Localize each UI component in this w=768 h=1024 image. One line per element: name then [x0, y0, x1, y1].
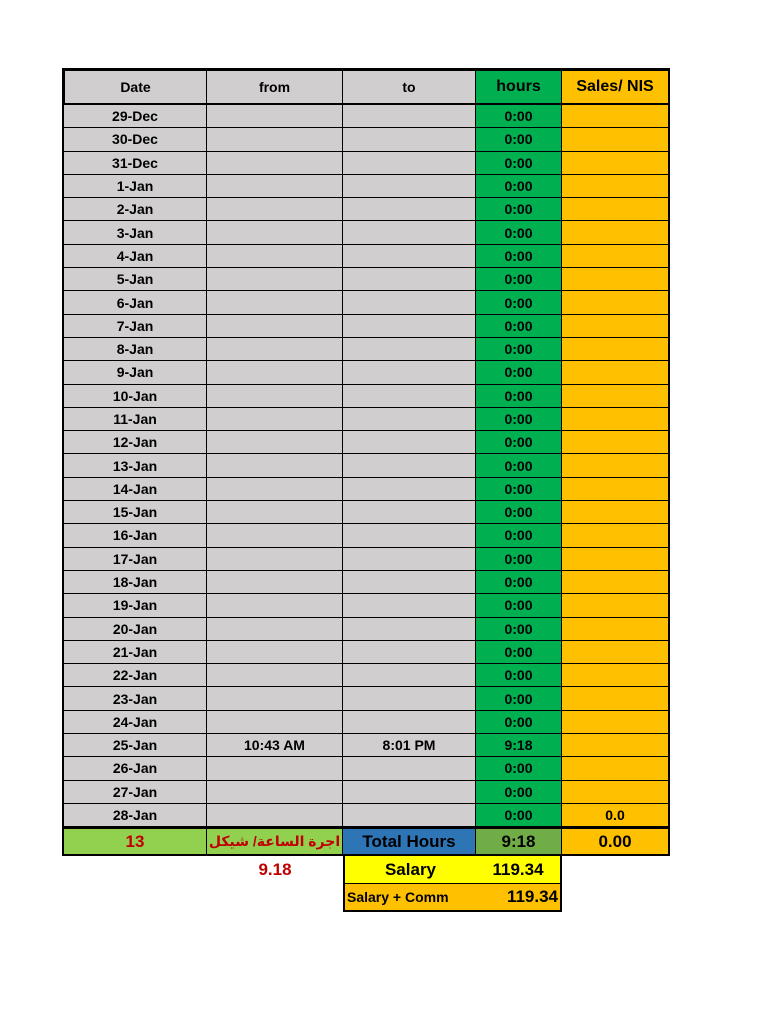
from-cell[interactable] [207, 198, 343, 221]
table-row [62, 338, 670, 361]
table-row [62, 291, 670, 314]
table-row [62, 711, 670, 734]
sales-cell[interactable]: 0.0 [562, 804, 670, 827]
to-cell[interactable] [343, 385, 476, 408]
table-row [62, 128, 670, 151]
hours-cell[interactable]: 9:18 [476, 734, 562, 757]
table-row [62, 478, 670, 501]
to-cell[interactable]: 8:01 PM [343, 734, 476, 757]
total-days-cell[interactable]: 13 [62, 827, 207, 856]
date-cell[interactable]: 12-Jan [62, 431, 207, 454]
date-cell[interactable]: 21-Jan [62, 641, 207, 664]
hours-cell[interactable]: 0:00 [476, 175, 562, 198]
to-cell[interactable] [343, 175, 476, 198]
from-cell[interactable] [207, 478, 343, 501]
timesheet-table [62, 68, 670, 912]
hours-cell[interactable]: 0:00 [476, 781, 562, 804]
total-hours-value[interactable]: 9:18 [476, 827, 562, 856]
sales-cell[interactable] [562, 501, 670, 524]
table-row [62, 757, 670, 780]
date-cell[interactable]: 30-Dec [62, 128, 207, 151]
hours-cell[interactable]: 0:00 [476, 641, 562, 664]
table-row [62, 804, 670, 827]
total-sales-value[interactable]: 0.00 [562, 827, 670, 856]
totals-row [62, 827, 670, 856]
to-cell[interactable] [343, 361, 476, 384]
date-cell[interactable]: 3-Jan [62, 221, 207, 244]
from-cell[interactable] [207, 408, 343, 431]
date-cell[interactable]: 1-Jan [62, 175, 207, 198]
date-cell[interactable]: 31-Dec [62, 152, 207, 175]
to-cell[interactable] [343, 268, 476, 291]
from-cell[interactable] [207, 641, 343, 664]
to-cell[interactable] [343, 454, 476, 477]
hourly-rate-label[interactable]: اجرة الساعة/ شيكل [207, 827, 343, 856]
to-cell[interactable] [343, 105, 476, 128]
hours-cell[interactable]: 0:00 [476, 245, 562, 268]
hours-cell[interactable]: 0:00 [476, 571, 562, 594]
to-cell[interactable] [343, 128, 476, 151]
sales-cell[interactable] [562, 198, 670, 221]
hours-cell[interactable]: 0:00 [476, 152, 562, 175]
to-cell[interactable] [343, 478, 476, 501]
to-cell[interactable] [343, 804, 476, 827]
from-cell[interactable] [207, 571, 343, 594]
date-cell[interactable]: 24-Jan [62, 711, 207, 734]
from-cell[interactable] [207, 781, 343, 804]
to-cell[interactable] [343, 711, 476, 734]
table-row [62, 245, 670, 268]
from-cell[interactable] [207, 128, 343, 151]
sales-cell[interactable] [562, 175, 670, 198]
table-row [62, 618, 670, 641]
to-cell[interactable] [343, 198, 476, 221]
from-cell[interactable] [207, 548, 343, 571]
hours-cell[interactable]: 0:00 [476, 454, 562, 477]
sales-cell[interactable] [562, 385, 670, 408]
blank-cell [562, 856, 670, 884]
hours-cell[interactable]: 0:00 [476, 757, 562, 780]
to-cell[interactable] [343, 524, 476, 547]
date-cell[interactable]: 28-Jan [62, 804, 207, 827]
sales-cell[interactable] [562, 152, 670, 175]
from-cell[interactable] [207, 338, 343, 361]
blank-cell [207, 884, 343, 912]
sales-cell[interactable] [562, 571, 670, 594]
hours-cell[interactable]: 0:00 [476, 291, 562, 314]
from-cell[interactable] [207, 804, 343, 827]
hours-cell[interactable]: 0:00 [476, 221, 562, 244]
sales-cell[interactable] [562, 757, 670, 780]
header-row [62, 68, 670, 105]
sales-cell[interactable] [562, 431, 670, 454]
date-cell[interactable]: 14-Jan [62, 478, 207, 501]
blank-cell [62, 884, 207, 912]
table-row [62, 268, 670, 291]
date-cell[interactable]: 5-Jan [62, 268, 207, 291]
sales-cell[interactable] [562, 734, 670, 757]
to-cell[interactable] [343, 687, 476, 710]
table-row [62, 315, 670, 338]
hours-cell[interactable]: 0:00 [476, 338, 562, 361]
date-cell[interactable]: 29-Dec [62, 105, 207, 128]
sales-cell[interactable] [562, 711, 670, 734]
to-cell[interactable] [343, 338, 476, 361]
date-cell[interactable]: 6-Jan [62, 291, 207, 314]
date-cell[interactable]: 25-Jan [62, 734, 207, 757]
salary-comm-value[interactable]: 119.34 [476, 884, 562, 912]
table-row [62, 548, 670, 571]
to-cell[interactable] [343, 501, 476, 524]
date-cell[interactable]: 22-Jan [62, 664, 207, 687]
table-row [62, 641, 670, 664]
from-cell[interactable] [207, 105, 343, 128]
to-cell[interactable] [343, 548, 476, 571]
hours-cell[interactable]: 0:00 [476, 105, 562, 128]
salary-label[interactable]: Salary [343, 856, 476, 884]
date-cell[interactable]: 8-Jan [62, 338, 207, 361]
header-hours[interactable]: hours [476, 68, 562, 105]
hours-cell[interactable]: 0:00 [476, 618, 562, 641]
date-cell[interactable]: 27-Jan [62, 781, 207, 804]
date-cell[interactable]: 2-Jan [62, 198, 207, 221]
sales-cell[interactable] [562, 361, 670, 384]
hours-cell[interactable]: 0:00 [476, 548, 562, 571]
table-row [62, 361, 670, 384]
hours-cell[interactable]: 0:00 [476, 315, 562, 338]
to-cell[interactable] [343, 291, 476, 314]
table-row [62, 524, 670, 547]
table-row [62, 594, 670, 617]
from-cell[interactable] [207, 618, 343, 641]
from-cell[interactable] [207, 385, 343, 408]
to-cell[interactable] [343, 664, 476, 687]
date-cell[interactable]: 11-Jan [62, 408, 207, 431]
table-row [62, 687, 670, 710]
date-cell[interactable]: 4-Jan [62, 245, 207, 268]
hours-cell[interactable]: 0:00 [476, 198, 562, 221]
salary-row [62, 856, 670, 884]
to-cell[interactable] [343, 408, 476, 431]
sales-cell[interactable] [562, 338, 670, 361]
sales-cell[interactable] [562, 291, 670, 314]
sales-cell[interactable] [562, 594, 670, 617]
date-cell[interactable]: 7-Jan [62, 315, 207, 338]
table-row [62, 385, 670, 408]
from-cell[interactable] [207, 221, 343, 244]
date-cell[interactable]: 17-Jan [62, 548, 207, 571]
to-cell[interactable] [343, 571, 476, 594]
date-cell[interactable]: 26-Jan [62, 757, 207, 780]
to-cell[interactable] [343, 315, 476, 338]
from-cell[interactable] [207, 664, 343, 687]
table-row [62, 221, 670, 244]
from-cell[interactable] [207, 315, 343, 338]
hours-cell[interactable]: 0:00 [476, 385, 562, 408]
sales-cell[interactable] [562, 315, 670, 338]
hours-cell[interactable]: 0:00 [476, 431, 562, 454]
from-cell[interactable] [207, 268, 343, 291]
sales-cell[interactable] [562, 478, 670, 501]
sales-cell[interactable] [562, 524, 670, 547]
hours-cell[interactable]: 0:00 [476, 594, 562, 617]
sales-cell[interactable] [562, 618, 670, 641]
from-cell[interactable] [207, 291, 343, 314]
from-cell[interactable] [207, 711, 343, 734]
table-row [62, 431, 670, 454]
data-rows [62, 105, 670, 827]
hours-cell[interactable]: 0:00 [476, 664, 562, 687]
table-row [62, 105, 670, 128]
from-cell[interactable] [207, 524, 343, 547]
hourly-rate-value[interactable]: 9.18 [258, 860, 292, 880]
sales-cell[interactable] [562, 128, 670, 151]
sales-cell[interactable] [562, 781, 670, 804]
date-cell[interactable]: 16-Jan [62, 524, 207, 547]
hours-cell[interactable]: 0:00 [476, 501, 562, 524]
sales-cell[interactable] [562, 105, 670, 128]
date-cell[interactable]: 20-Jan [62, 618, 207, 641]
to-cell[interactable] [343, 152, 476, 175]
hours-cell[interactable]: 0:00 [476, 524, 562, 547]
date-cell[interactable]: 15-Jan [62, 501, 207, 524]
hours-cell[interactable]: 0:00 [476, 128, 562, 151]
hours-cell[interactable]: 0:00 [476, 268, 562, 291]
to-cell[interactable] [343, 594, 476, 617]
table-row [62, 734, 670, 757]
salary-comm-label[interactable]: Salary + Comm [343, 884, 476, 912]
sales-cell[interactable] [562, 408, 670, 431]
from-cell[interactable] [207, 361, 343, 384]
table-row [62, 175, 670, 198]
from-cell[interactable] [207, 757, 343, 780]
sales-cell[interactable] [562, 548, 670, 571]
to-cell[interactable] [343, 245, 476, 268]
table-row [62, 198, 670, 221]
blank-cell [62, 856, 207, 884]
hours-cell[interactable]: 0:00 [476, 687, 562, 710]
total-hours-label[interactable]: Total Hours [343, 827, 476, 856]
hours-cell[interactable]: 0:00 [476, 804, 562, 827]
sales-cell[interactable] [562, 641, 670, 664]
sales-cell[interactable] [562, 664, 670, 687]
hours-cell[interactable]: 0:00 [476, 361, 562, 384]
date-cell[interactable]: 19-Jan [62, 594, 207, 617]
from-cell[interactable] [207, 501, 343, 524]
header-date[interactable]: Date [62, 68, 207, 105]
to-cell[interactable] [343, 431, 476, 454]
hours-cell[interactable]: 0:00 [476, 408, 562, 431]
hours-cell[interactable]: 0:00 [476, 711, 562, 734]
hours-cell[interactable]: 0:00 [476, 478, 562, 501]
table-row [62, 501, 670, 524]
header-from[interactable]: from [207, 68, 343, 105]
sales-cell[interactable] [562, 245, 670, 268]
sales-cell[interactable] [562, 268, 670, 291]
date-cell[interactable]: 18-Jan [62, 571, 207, 594]
from-cell[interactable] [207, 431, 343, 454]
from-cell[interactable] [207, 152, 343, 175]
header-to[interactable]: to [343, 68, 476, 105]
table-row [62, 781, 670, 804]
table-row [62, 664, 670, 687]
from-cell[interactable] [207, 175, 343, 198]
from-cell[interactable] [207, 594, 343, 617]
table-row [62, 454, 670, 477]
salary-comm-row [62, 884, 670, 912]
sales-cell[interactable] [562, 454, 670, 477]
from-cell[interactable] [207, 687, 343, 710]
sales-cell[interactable] [562, 221, 670, 244]
table-row [62, 571, 670, 594]
sales-cell[interactable] [562, 687, 670, 710]
table-row [62, 408, 670, 431]
to-cell[interactable] [343, 221, 476, 244]
date-cell[interactable]: 13-Jan [62, 454, 207, 477]
to-cell[interactable] [343, 781, 476, 804]
from-cell[interactable] [207, 454, 343, 477]
table-row [62, 152, 670, 175]
to-cell[interactable] [343, 641, 476, 664]
date-cell[interactable]: 9-Jan [62, 361, 207, 384]
salary-value[interactable]: 119.34 [476, 856, 562, 884]
date-cell[interactable]: 23-Jan [62, 687, 207, 710]
to-cell[interactable] [343, 757, 476, 780]
to-cell[interactable] [343, 618, 476, 641]
from-cell[interactable] [207, 245, 343, 268]
date-cell[interactable]: 10-Jan [62, 385, 207, 408]
from-cell[interactable]: 10:43 AM [207, 734, 343, 757]
blank-cell [562, 884, 670, 912]
header-sales[interactable]: Sales/ NIS [562, 68, 670, 105]
